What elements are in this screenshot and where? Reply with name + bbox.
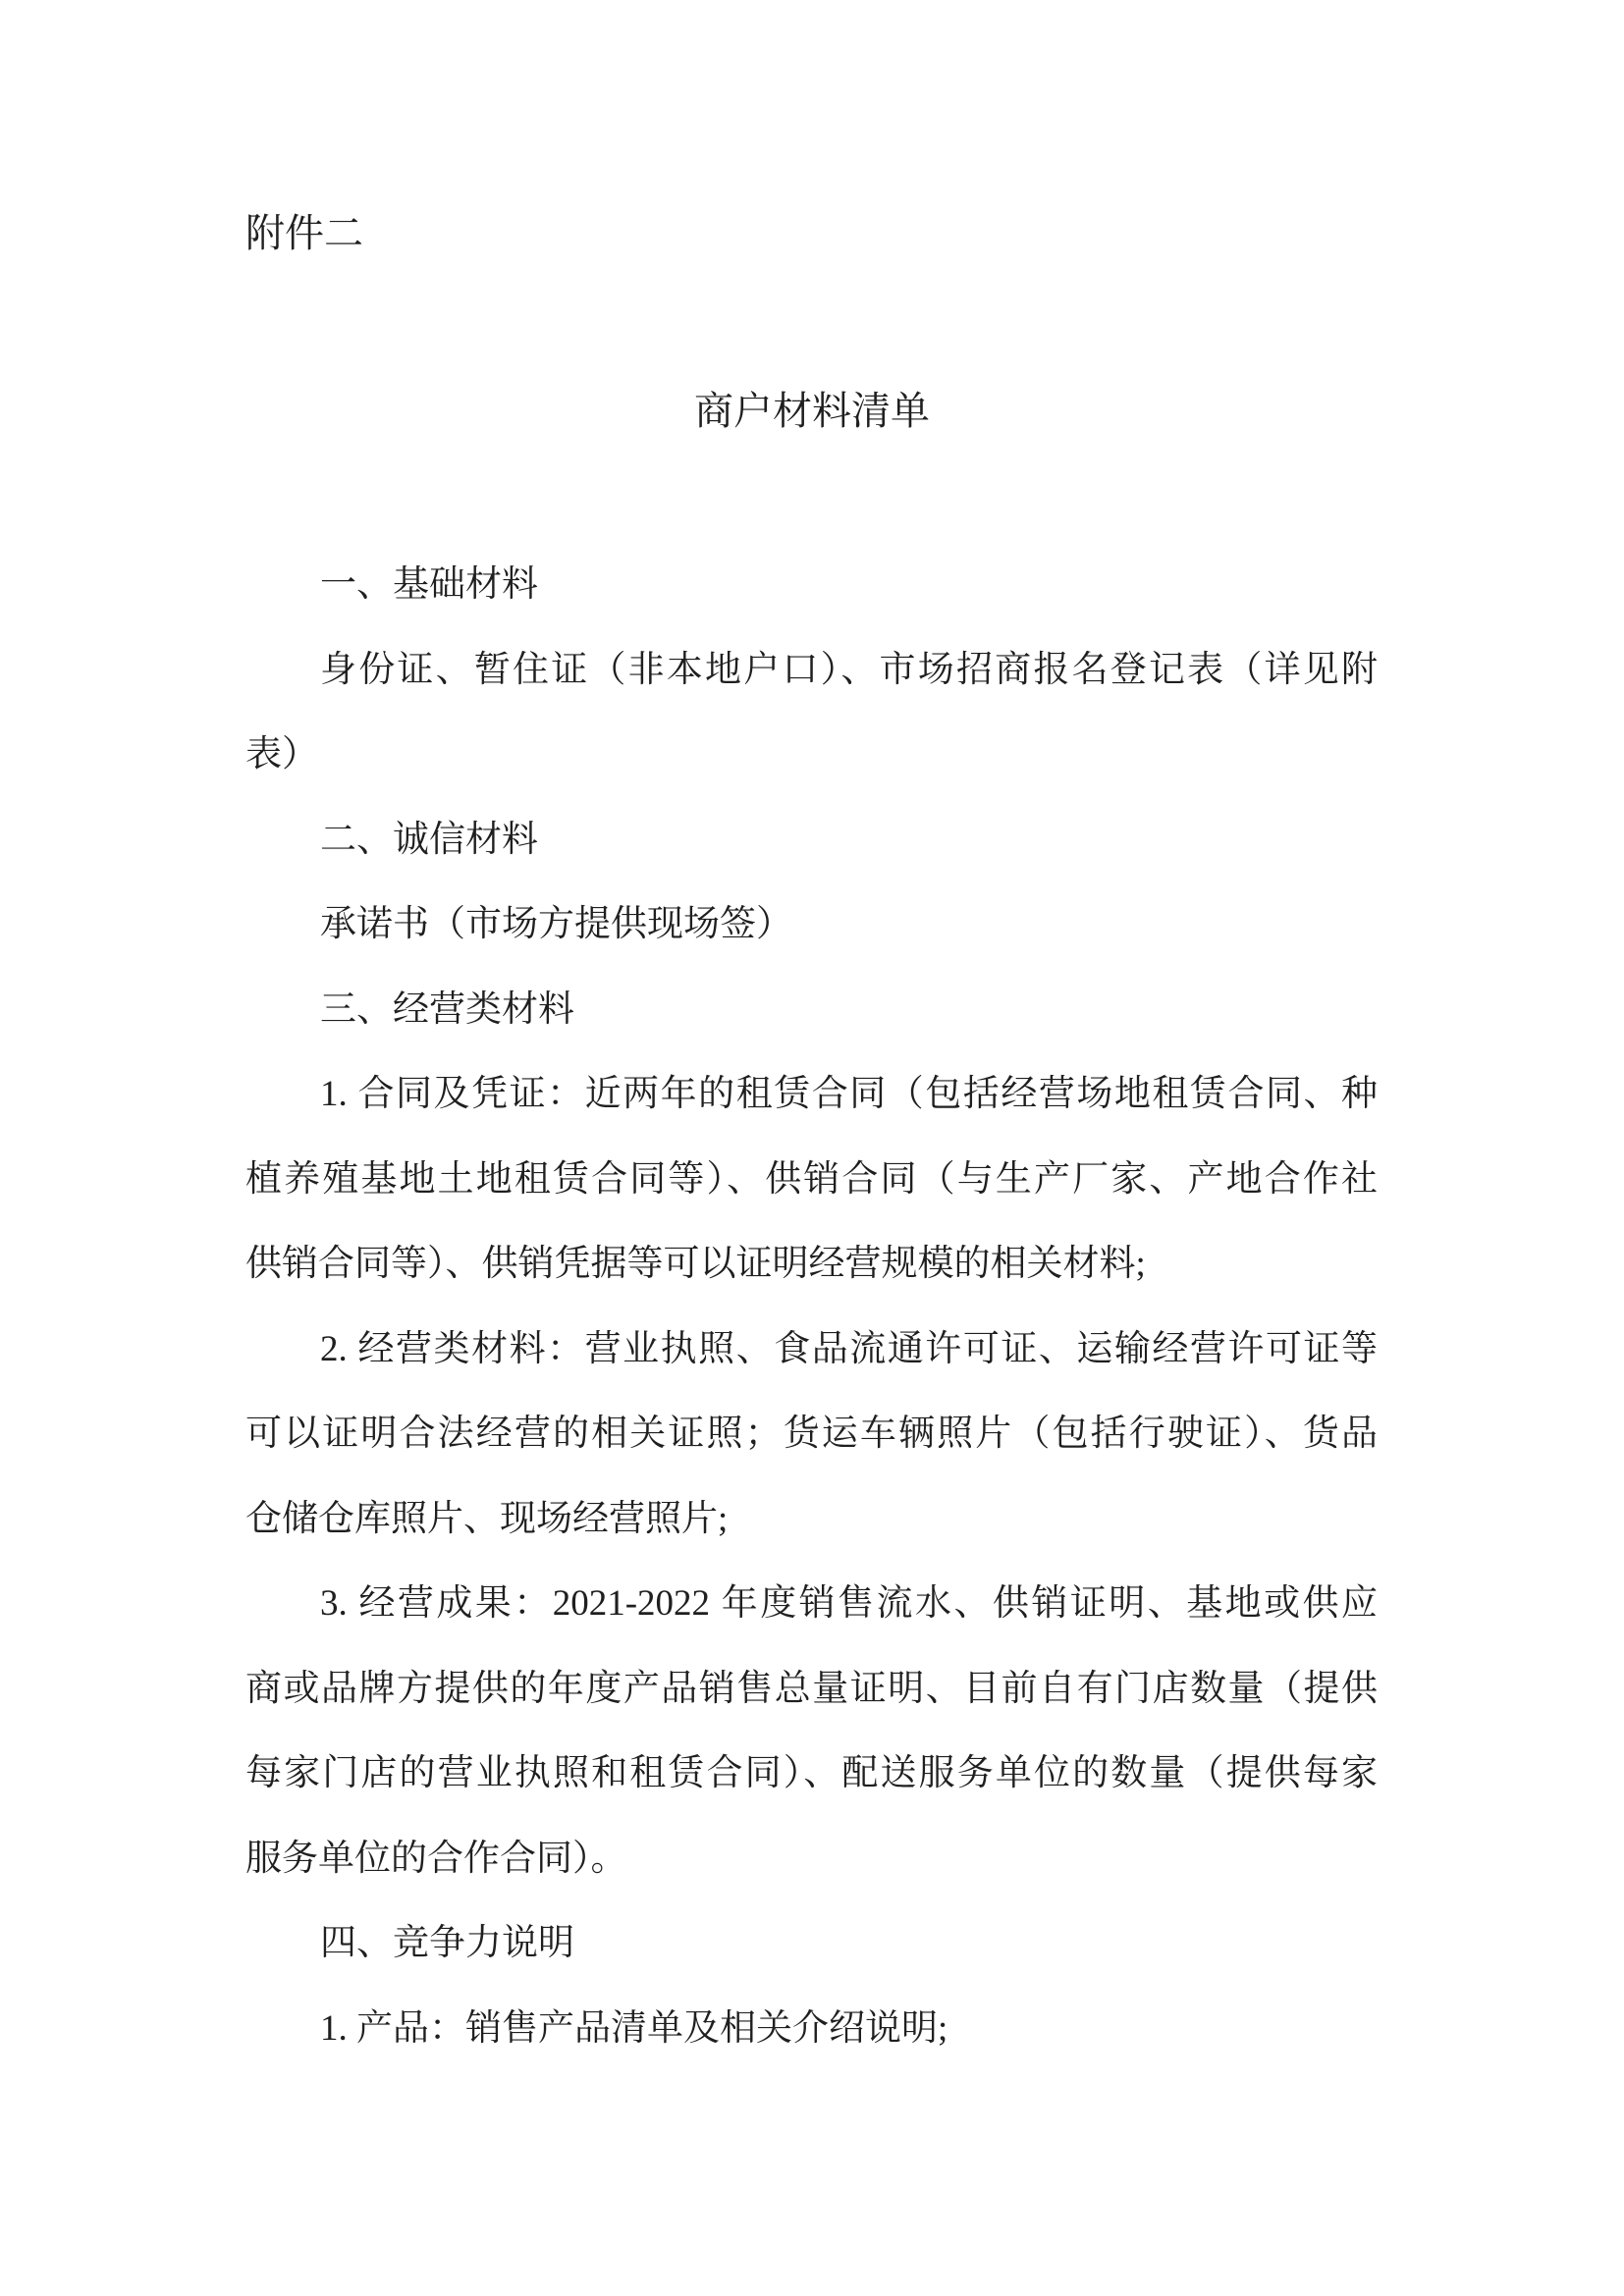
text-line: 承诺书（市场方提供现场签）	[320, 904, 792, 944]
text-line: 3. 经营成果：2021-2022 年度销售流水、供销证明、基地或供应	[320, 1583, 1378, 1624]
text-line: 可以证明合法经营的相关证照；货运车辆照片（包括行驶证）、货品	[245, 1414, 1378, 1454]
text-line: 1. 合同及凭证：近两年的租赁合同（包括经营场地租赁合同、种	[320, 1074, 1378, 1114]
document-body	[245, 543, 1378, 2071]
text-line: 商或品牌方提供的年度产品销售总量证明、目前自有门店数量（提供	[245, 1668, 1378, 1709]
text-line: 服务单位的合作合同）。	[245, 1838, 627, 1879]
text-line: 表）	[245, 734, 318, 774]
text-line: 三、经营类材料	[320, 988, 574, 1030]
text-line: 供销合同等）、供销凭据等可以证明经营规模的相关材料;	[245, 1244, 1146, 1284]
text-line: 四、竞争力说明	[320, 1923, 574, 1963]
text-line: 身份证、暂住证（非本地户口）、市场招商报名登记表（详见附	[320, 649, 1378, 690]
document-title: 商户材料清单	[694, 389, 930, 433]
text-line: 仓储仓库照片、现场经营照片;	[245, 1498, 729, 1539]
text-line: 1. 产品：销售产品清单及相关介绍说明;	[320, 2007, 948, 2049]
text-line: 一、基础材料	[320, 564, 538, 605]
text-line: 2. 经营类材料：营业执照、食品流通许可证、运输经营许可证等	[320, 1328, 1378, 1369]
text-line: 每家门店的营业执照和租赁合同）、配送服务单位的数量（提供每家	[245, 1753, 1378, 1793]
attachment-label: 附件二	[245, 211, 363, 255]
text-line: 植养殖基地土地租赁合同等）、供销合同（与生产厂家、产地合作社	[245, 1158, 1378, 1200]
text-line: 二、诚信材料	[320, 819, 538, 860]
